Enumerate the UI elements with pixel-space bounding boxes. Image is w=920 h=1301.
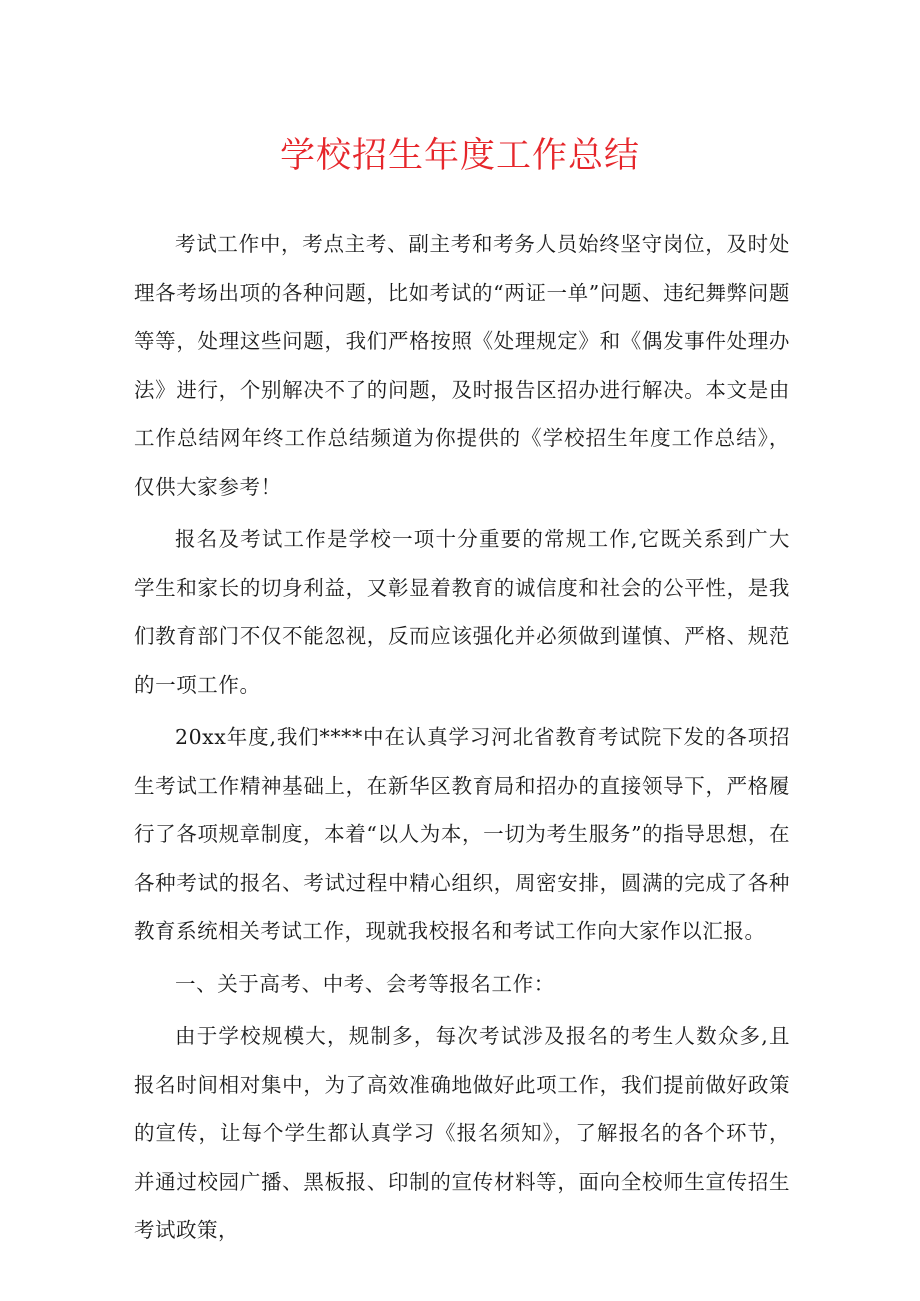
section-heading-registration: 一、关于高考、中考、会考等报名工作： [175,971,555,996]
paragraph-registration-details: 由于学校规模大，规制多，每次考试涉及报名的考生人数众多,且报名时间相对集中，为了高效准确地做好此项工作，我们提前做好政策的宣传，让每个学生都认真学习《报名须知》，了解报名的各个环节，并通过校园广播、黑板报、印制的宣传材料等，面向全校师生宣传招生考试政策， [134,1024,790,1242]
document-title: 学校招生年度工作总结 [279,136,640,176]
document-body [134,220,790,1259]
paragraph-registration-importance: 报名及考试工作是学校一项十分重要的常规工作,它既关系到广大学生和家长的切身利益，又彰显着教育的诚信度和社会的公平性，是我们教育部门不仅不能忽视，反而应该强化并必须做到谨慎、严格、规范的一项工作。 [134,527,790,697]
paragraph-annual-overview: 20xx年度,我们****中在认真学习河北省教育考试院下发的各项招生考试工作精神基础上，在新华区教育局和招办的直接领导下，严格履行了各项规章制度，本着“以人为本，一切为考生服务”的指导思想，在各种考试的报名、考试过程中精心组织，周密安排，圆满的完成了各种教育系统相关考试工作，现就我校报名和考试工作向大家作以汇报。 [134,725,790,943]
paragraph-exam-work: 考试工作中，考点主考、副主考和考务人员始终坚守岗位，及时处理各考场出项的各种问题，比如考试的“两证一单”问题、违纪舞弊问题等等，处理这些问题，我们严格按照《处理规定》和《偶发事件处理办法》进行，个别解决不了的问题，及时报告区招办进行解决。本文是由工作总结网年终工作总结频道为你提供的《学校招生年度工作总结》，仅供大家参考！ [134,232,790,499]
